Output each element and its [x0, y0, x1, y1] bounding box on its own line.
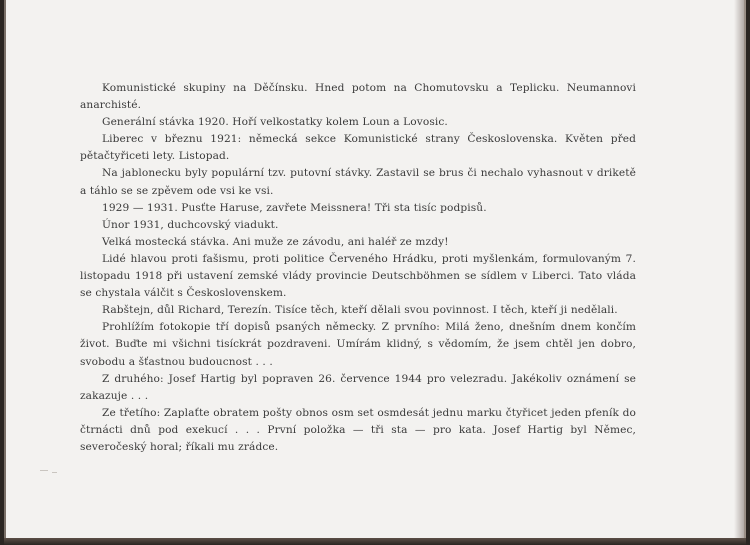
- page-bottom-edge: [4, 538, 746, 545]
- paragraph: Rabštejn, důl Richard, Terezín. Tisíce těch, kteří dělali svou povinnost. I těch, kteří ji nedělali.: [102, 304, 618, 317]
- paragraph: Únor 1931, duchcovský viadukt.: [102, 218, 279, 231]
- paragraph: Velká mostecká stávka. Ani muže ze závodu, ani haléř ze mzdy!: [102, 235, 449, 248]
- page-edge-shadow: [734, 0, 744, 538]
- paragraph: Komunistické skupiny na Děčínsku. Hned potom na Chomutovsku a Teplicku. Neumannovi anarchisté.: [80, 82, 636, 112]
- paragraph: Generální stávka 1920. Hoří velkostatky kolem Loun a Lovosic.: [102, 116, 448, 129]
- paragraph: Z druhého: Josef Hartig byl popraven 26. července 1944 pro velezradu. Jakékoliv oznámení se zakazuje . . .: [80, 372, 636, 402]
- paper-speck: [40, 470, 48, 471]
- paragraph: Liberec v březnu 1921: německá sekce Komunistické strany Československa. Květen před pětačtyřiceti lety. Listopad.: [80, 133, 636, 163]
- page-text: [80, 80, 636, 456]
- paragraph: Lidé hlavou proti fašismu, proti politice Červeného Hrádku, proti myšlenkám, formulovaným 7. listopadu 1918 při ustavení zemské vlády provincie Deutschböhmen se sídlem v Liberci. Tato vláda se chystala válčit s Československem.: [80, 252, 636, 300]
- paragraph: Na jablonecku byly populární tzv. putovní stávky. Zastavil se brus či nechalo vyhasnout v driketě a táhlo se se zpěvem ode vsi ke vsi.: [80, 167, 636, 197]
- paragraph: 1929 — 1931. Pusťte Haruse, zavřete Meissnera! Tři sta tisíc podpisů.: [102, 201, 487, 214]
- paragraph: Prohlížím fotokopie tří dopisů psaných německy. Z prvního: Milá ženo, dnešním dnem končím život. Buďte mi všichni tisíckrát pozdraveni. Umírám klidný, s vědomím, že jsem chtěl jen dobro, svobodu a šťastnou budoucnost . . .: [80, 321, 636, 368]
- paper-speck: [52, 472, 57, 473]
- paragraph: Ze třetího: Zaplaťte obratem pošty obnos osm set osmdesát jednu marku čtyřicet jeden pfeník do čtrnácti dnů pod exekucí . . . První položka — tři sta — pro kata. Josef Hartig byl Němec, severočeský horal; říkali mu zrádce.: [80, 406, 636, 453]
